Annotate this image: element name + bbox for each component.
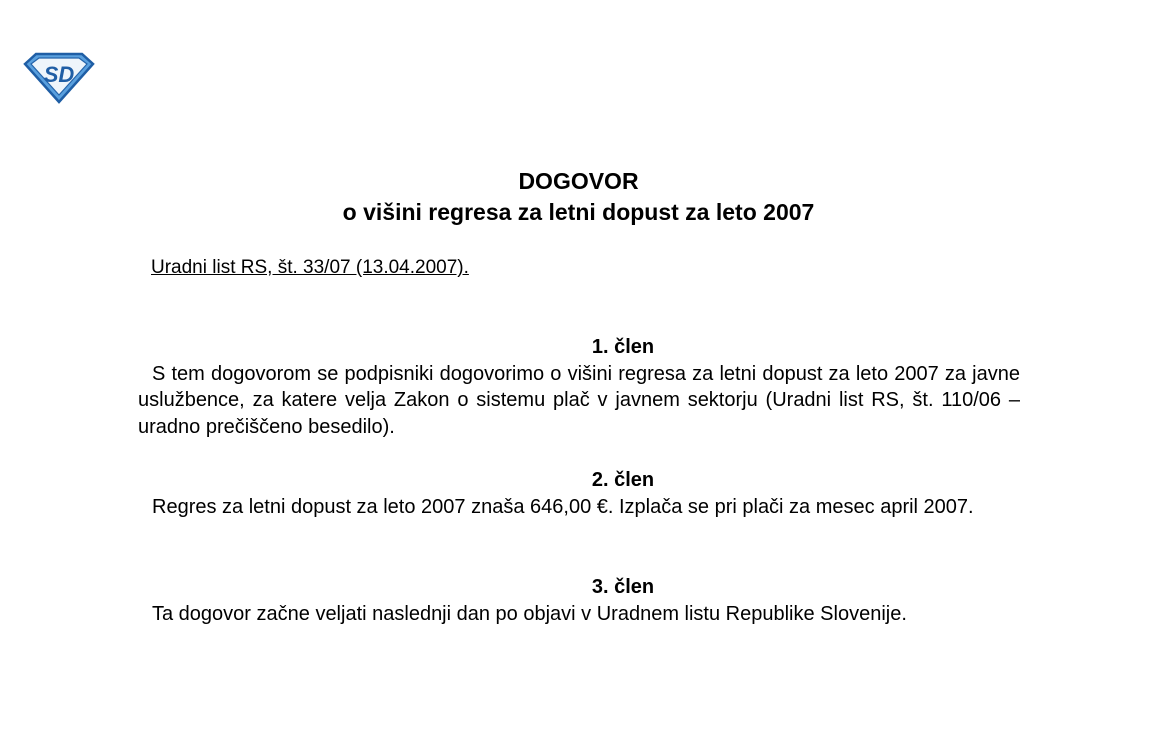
document-title: DOGOVOR bbox=[518, 168, 639, 194]
gazette-reference: Uradni list RS, št. 33/07 (13.04.2007). bbox=[151, 257, 469, 278]
article-text: S tem dogovorom se podpisniki dogovorimo o višini regresa za letni dopust za leto 2007 za javne uslužbence, za katere velja Zakon o sistemu plač v javnem sektorju (Uradni list RS, št. 110/06 – uradno prečiščeno besedilo). bbox=[138, 362, 1020, 438]
article-heading: 1. člen bbox=[591, 336, 655, 358]
sd-shield-logo-icon bbox=[22, 50, 96, 104]
logo-letters: SD bbox=[43, 62, 75, 87]
article-3 bbox=[138, 574, 1020, 627]
article-2 bbox=[138, 467, 1020, 520]
article-1 bbox=[138, 334, 1020, 440]
article-text: Ta dogovor začne veljati naslednji dan po objavi v Uradnem listu Republike Slovenije. bbox=[152, 602, 907, 625]
article-heading: 2. člen bbox=[591, 469, 655, 491]
document-subtitle: o višini regresa za letni dopust za leto 2007 bbox=[342, 199, 815, 225]
article-text: Regres za letni dopust za leto 2007 znaša 646,00 €. Izplača se pri plači za mesec april 2007. bbox=[152, 495, 974, 518]
article-heading: 3. člen bbox=[591, 576, 655, 598]
